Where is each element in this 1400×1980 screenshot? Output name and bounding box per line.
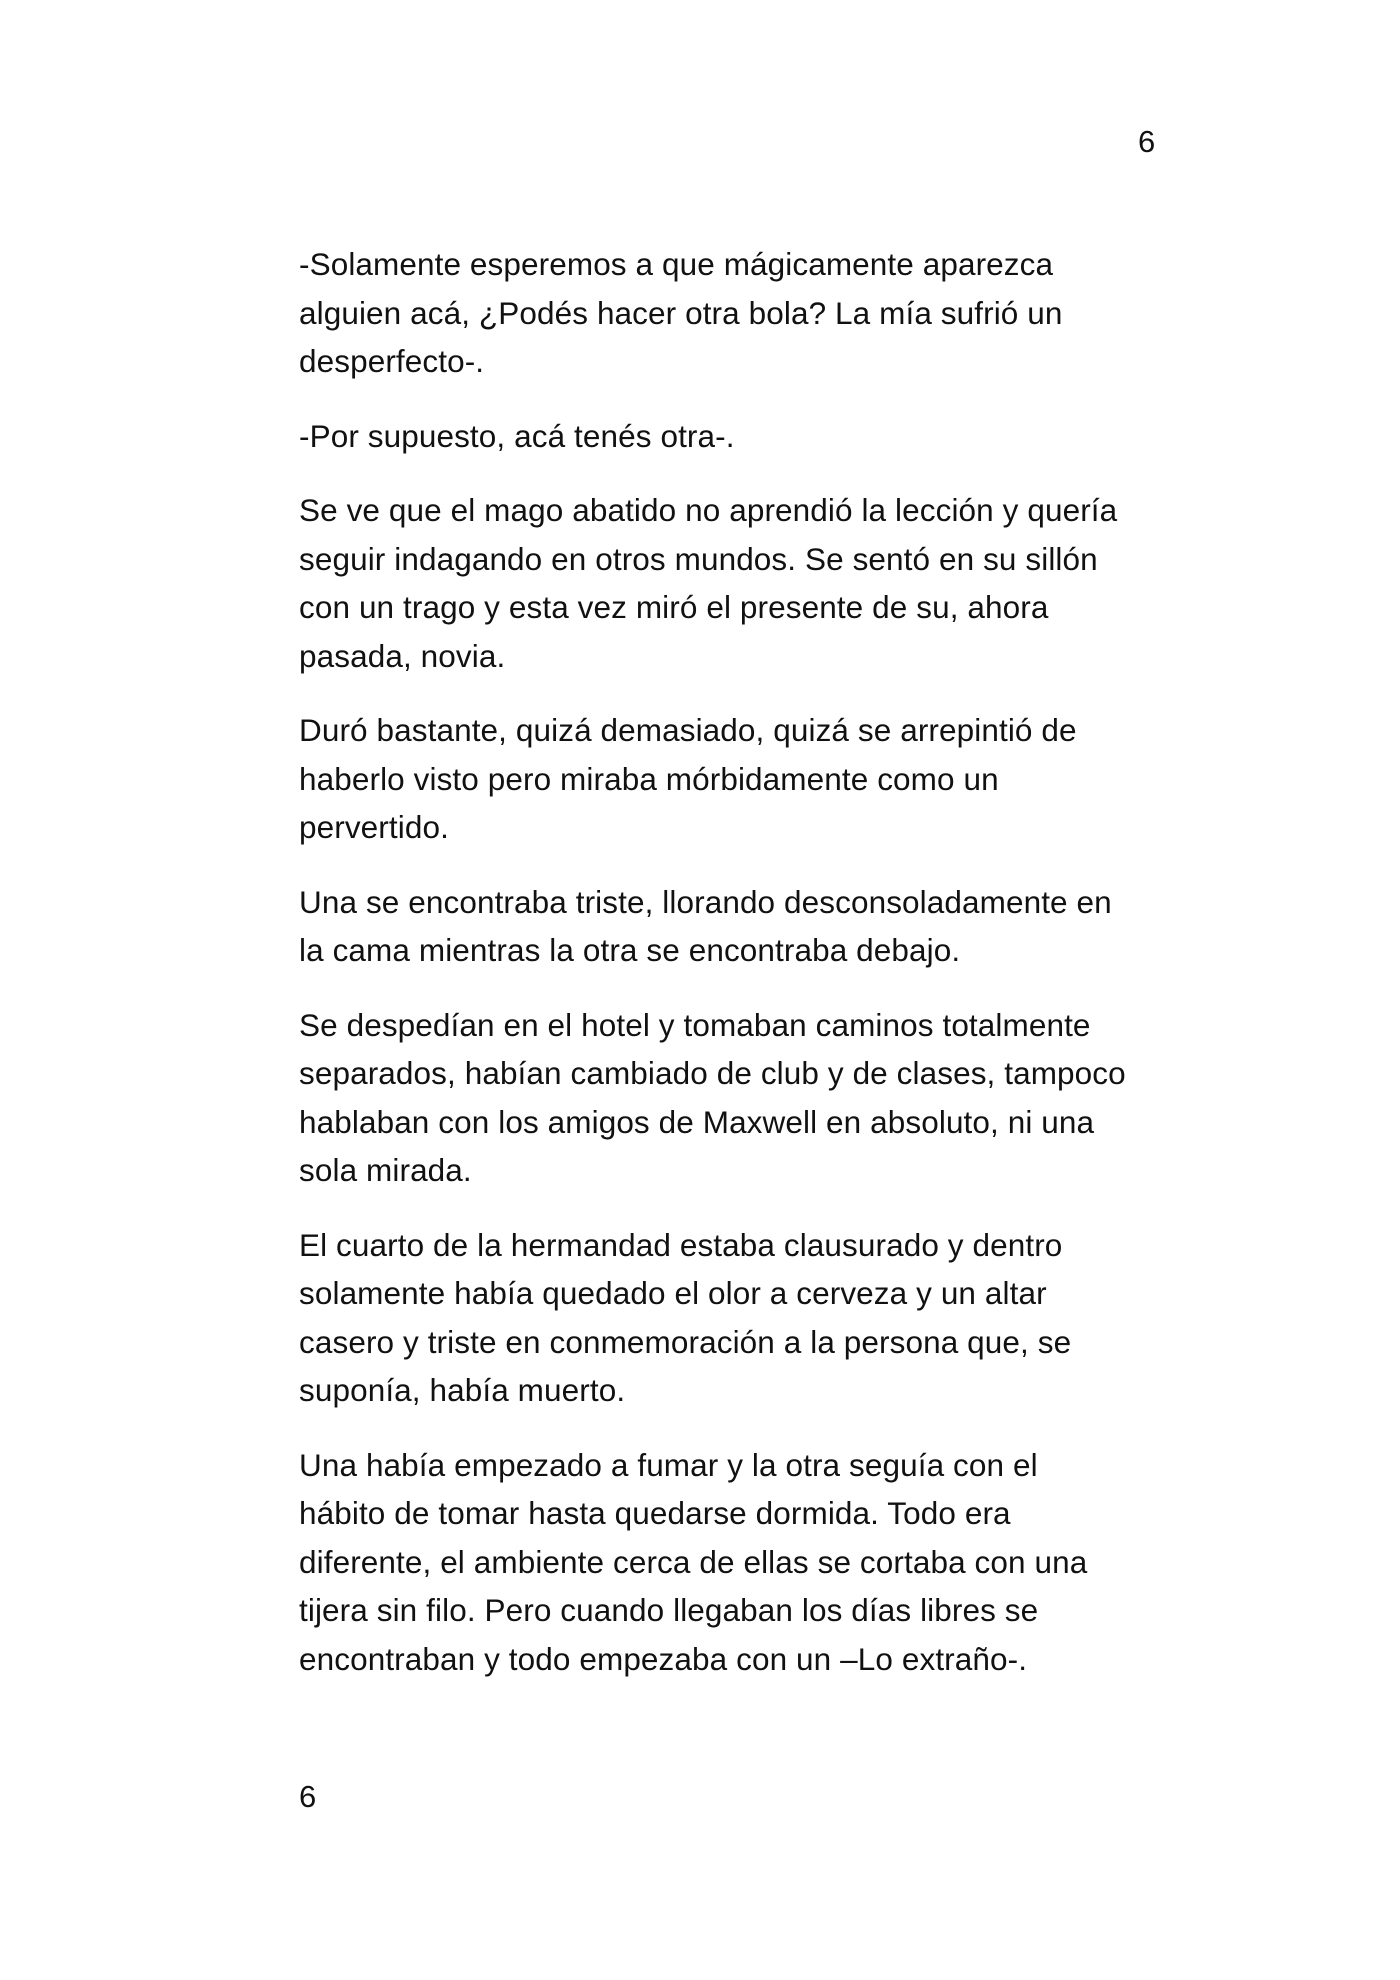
text-line: seguir indagando en otros mundos. Se sentó en su sillón (299, 540, 1098, 577)
text-line: pasada, novia. (299, 637, 506, 674)
text-line: alguien acá, ¿Podés hacer otra bola? La mía sufrió un (299, 294, 1063, 331)
text-line: Se despedían en el hotel y tomaban caminos totalmente (299, 1006, 1091, 1043)
body-text (299, 240, 1169, 1709)
text-line: Duró bastante, quizá demasiado, quizá se arrepintió de (299, 712, 1077, 748)
text-line: hablaban con los amigos de Maxwell en absoluto, ni una (299, 1103, 1095, 1140)
text-line: El cuarto de la hermandad estaba clausurado y dentro (299, 1226, 1063, 1263)
text-line: solamente había quedado el olor a cerveza y un altar (299, 1275, 1047, 1311)
text-line: suponía, había muerto. (299, 1372, 626, 1408)
text-line: pervertido. (299, 809, 449, 845)
text-line: Una había empezado a fumar y la otra seguía con el (299, 1446, 1038, 1483)
text-line: hábito de tomar hasta quedarse dormida. Todo era (299, 1495, 1011, 1531)
text-line: la cama mientras la otra se encontraba debajo. (299, 932, 961, 968)
text-line: -Por supuesto, acá tenés otra-. (299, 417, 735, 454)
paragraph (299, 1441, 1169, 1684)
text-line: diferente, el ambiente cerca de ellas se cortaba con una (299, 1543, 1088, 1580)
header-page-number: 6 (1138, 124, 1156, 159)
text-line: con un trago y esta vez miró el presente de su, ahora (299, 589, 1049, 625)
paragraph (299, 1001, 1169, 1195)
text-line: tijera sin filo. Pero cuando llegaban los días libres se (299, 1592, 1039, 1628)
paragraph (299, 706, 1169, 852)
text-line: separados, habían cambiado de club y de clases, tampoco (299, 1055, 1126, 1091)
paragraph (299, 878, 1169, 975)
text-line: Se ve que el mago abatido no aprendió la lección y quería (299, 492, 1118, 528)
text-line: encontraban y todo empezaba con un –Lo extraño-. (299, 1640, 1028, 1677)
paragraph (299, 412, 1169, 461)
text-line: Una se encontraba triste, llorando desconsoladamente en (299, 883, 1112, 920)
paragraph (299, 486, 1169, 680)
footer-page-number: 6 (299, 1779, 317, 1814)
paragraph (299, 240, 1169, 386)
text-line: desperfecto-. (299, 343, 485, 379)
text-line: haberlo visto pero miraba mórbidamente como un (299, 760, 999, 797)
text-line: -Solamente esperemos a que mágicamente aparezca (299, 246, 1054, 282)
text-line: sola mirada. (299, 1152, 472, 1188)
text-line: casero y triste en conmemoración a la persona que, se (299, 1323, 1072, 1360)
paragraph (299, 1221, 1169, 1415)
